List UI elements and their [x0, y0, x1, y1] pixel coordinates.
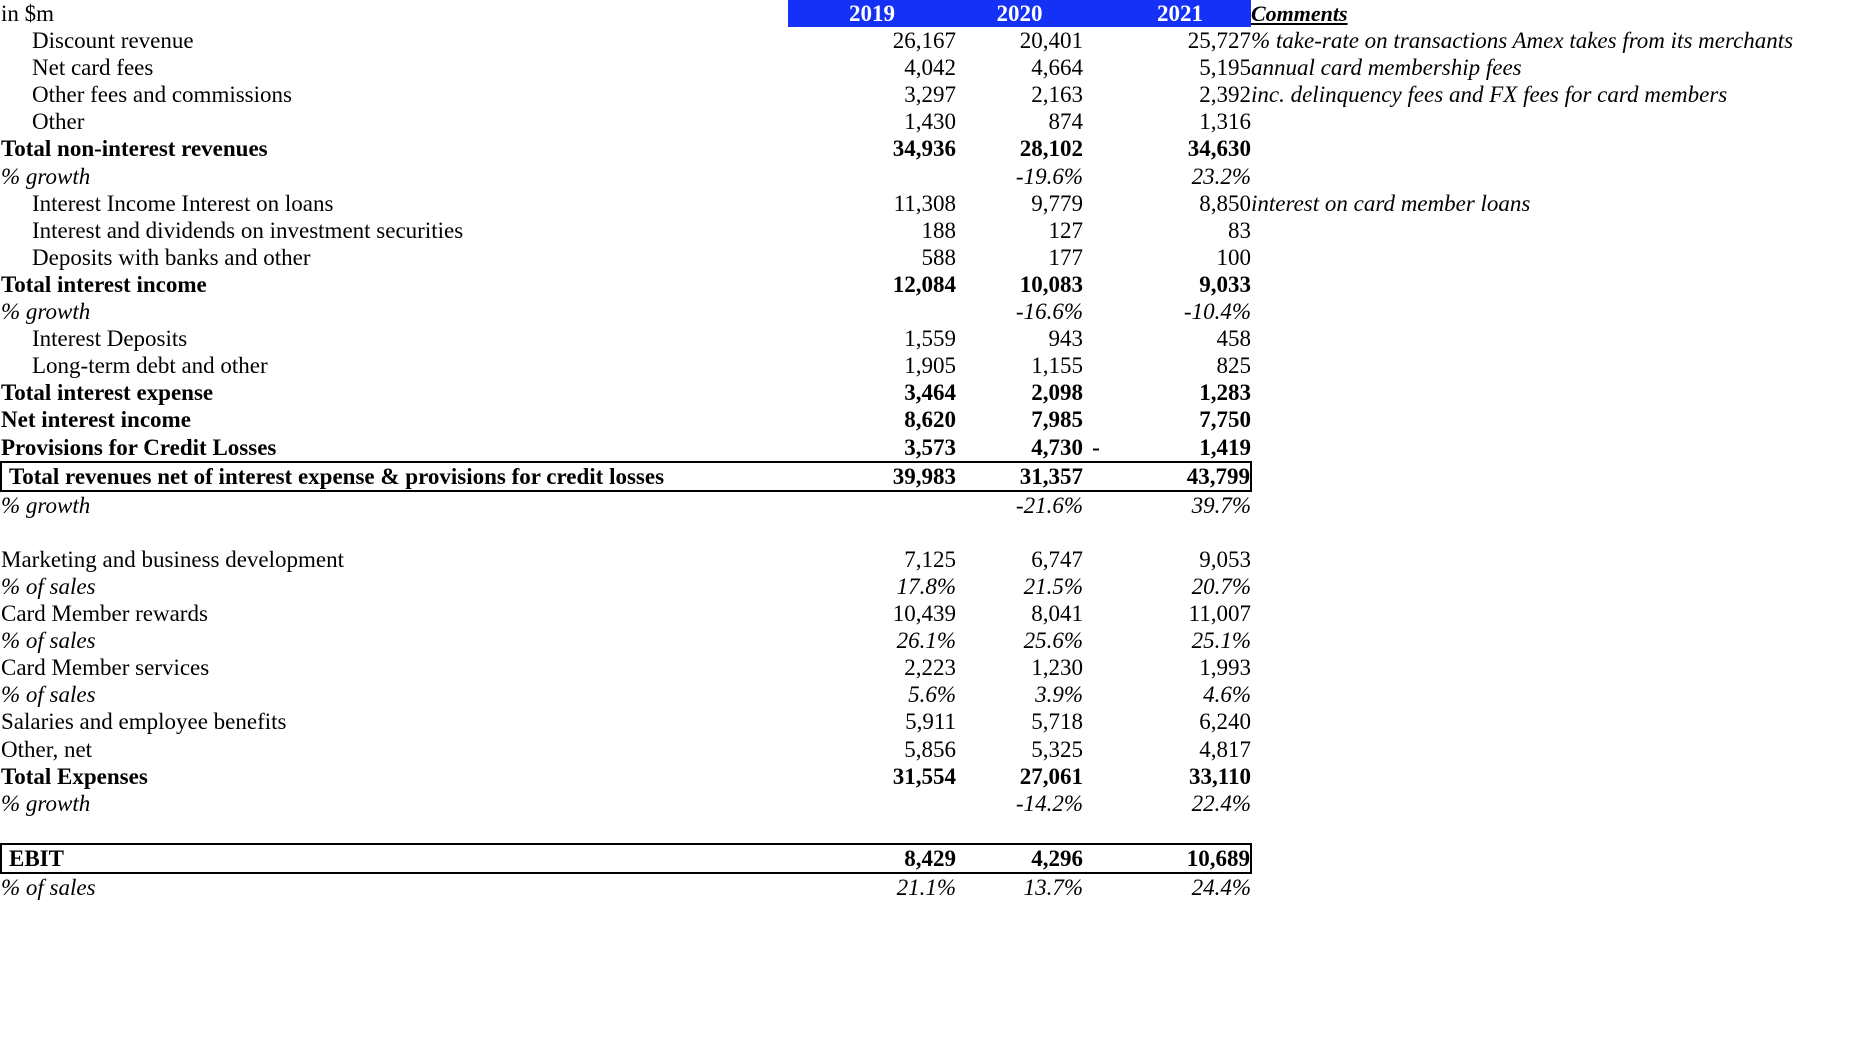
spacer-cell	[1083, 519, 1109, 546]
value-cell-2020: 13.7%	[1023, 875, 1083, 900]
negative-sign-marker	[1083, 163, 1109, 190]
negative-sign-marker	[1083, 54, 1109, 81]
row-comment: inc. delinquency fees and FX fees for card members	[1251, 82, 1728, 108]
row-comment	[1251, 406, 1856, 433]
row-label: % of sales	[1, 628, 96, 654]
value-cell-2021: 8,850	[1199, 190, 1251, 216]
table-row	[1, 81, 1856, 108]
row-comment	[1251, 217, 1856, 244]
table-row	[1, 298, 1856, 325]
negative-sign-marker	[1083, 600, 1109, 627]
row-comment: interest on card member loans	[1251, 190, 1531, 216]
value-cell-2021: 1,419	[1199, 434, 1251, 460]
value-cell-2021: 825	[1216, 353, 1251, 379]
value-cell-2019: 21.1%	[896, 875, 956, 900]
header-gap-cell	[1083, 0, 1109, 27]
column-header-2020: 2020	[956, 0, 1083, 27]
table-row	[1, 736, 1856, 763]
row-label: % growth	[1, 299, 91, 325]
value-cell-2020: -14.2%	[1015, 790, 1083, 816]
value-cell-2021: 7,750	[1199, 407, 1251, 433]
row-label: Total revenues net of interest expense & provisions for credit losses	[1, 462, 788, 491]
row-label: % growth	[1, 492, 91, 518]
row-comment	[1251, 462, 1856, 491]
value-cell-2019: 26,167	[892, 28, 956, 54]
value-cell-2019: 2,223	[904, 655, 956, 681]
negative-sign-marker	[1083, 462, 1109, 491]
value-cell-2019	[788, 790, 956, 817]
row-label: Interest and dividends on investment securities	[32, 217, 464, 243]
value-cell-2020: 5,718	[1031, 709, 1083, 735]
value-cell-2019: 31,554	[892, 763, 956, 789]
row-label: Interest Income Interest on loans	[32, 190, 334, 216]
table-row	[1, 352, 1856, 379]
value-cell-2019: 5,911	[905, 709, 956, 735]
row-label: Discount revenue	[32, 28, 194, 54]
negative-sign-marker	[1083, 708, 1109, 735]
value-cell-2020: -16.6%	[1015, 299, 1083, 325]
value-cell-2019	[788, 298, 956, 325]
value-cell-2020: 27,061	[1019, 763, 1083, 789]
negative-sign-marker	[1083, 244, 1109, 271]
row-comment	[1251, 790, 1856, 817]
row-label: Total Expenses	[1, 763, 148, 789]
table-row	[1, 244, 1856, 271]
negative-sign-marker	[1083, 763, 1109, 790]
value-cell-2020: -21.6%	[1015, 492, 1083, 518]
value-cell-2020: 127	[1048, 217, 1083, 243]
table-header-row	[1, 0, 1856, 27]
value-cell-2019: 7,125	[904, 546, 956, 572]
value-cell-2021: 33,110	[1189, 763, 1251, 789]
row-label: % growth	[1, 790, 91, 816]
row-label: Long-term debt and other	[32, 353, 268, 379]
value-cell-2020: 25.6%	[1023, 628, 1083, 654]
negative-sign-marker	[1083, 406, 1109, 433]
value-cell-2021: 4.6%	[1203, 682, 1251, 708]
table-row	[1, 627, 1856, 654]
table-row	[1, 546, 1856, 573]
row-label: Net interest income	[1, 407, 191, 433]
table-row	[1, 135, 1856, 162]
value-cell-2021: 22.4%	[1191, 790, 1251, 816]
value-cell-2021: -10.4%	[1183, 299, 1251, 325]
value-cell-2019: 3,573	[904, 434, 956, 460]
row-label: Marketing and business development	[1, 546, 345, 572]
negative-sign-marker	[1083, 873, 1109, 901]
table-row	[1, 462, 1856, 491]
row-label: Provisions for Credit Losses	[1, 434, 277, 460]
row-comment: annual card membership fees	[1251, 55, 1522, 81]
value-cell-2020: 21.5%	[1023, 573, 1083, 599]
row-comment	[1251, 325, 1856, 352]
negative-sign-marker	[1083, 135, 1109, 162]
value-cell-2021: 2,392	[1199, 82, 1251, 108]
row-comment	[1251, 491, 1856, 519]
value-cell-2021: 9,033	[1199, 271, 1251, 297]
value-cell-2020: 4,296	[956, 844, 1083, 873]
column-header-comments: Comments	[1251, 1, 1348, 26]
negative-sign-marker	[1083, 627, 1109, 654]
value-cell-2020: 4,664	[1031, 55, 1083, 81]
value-cell-2020: -19.6%	[1015, 163, 1083, 189]
value-cell-2020: 177	[1048, 244, 1083, 270]
table-row	[1, 844, 1856, 873]
value-cell-2019: 26.1%	[896, 628, 956, 654]
value-cell-2021: 1,283	[1199, 380, 1251, 406]
table-row	[1, 325, 1856, 352]
value-cell-2019: 3,464	[904, 380, 956, 406]
value-cell-2020: 31,357	[956, 462, 1083, 491]
negative-sign-marker	[1083, 27, 1109, 54]
value-cell-2020: 9,779	[1031, 190, 1083, 216]
row-comment	[1251, 434, 1856, 462]
value-cell-2020: 10,083	[1019, 271, 1083, 297]
value-cell-2020: 874	[1048, 109, 1083, 135]
row-label: Other	[32, 109, 85, 135]
value-cell-2021: 25.1%	[1191, 628, 1251, 654]
negative-sign-marker	[1083, 790, 1109, 817]
value-cell-2021: 23.2%	[1191, 163, 1251, 189]
value-cell-2020: 7,985	[1031, 407, 1083, 433]
row-comment	[1251, 844, 1856, 873]
negative-sign-marker	[1083, 379, 1109, 406]
value-cell-2021: 1,993	[1199, 655, 1251, 681]
table-row	[1, 108, 1856, 135]
negative-sign-marker	[1083, 491, 1109, 519]
row-label: Total interest income	[1, 271, 207, 297]
row-comment	[1251, 708, 1856, 735]
table-row	[1, 600, 1856, 627]
negative-sign-marker	[1083, 217, 1109, 244]
value-cell-2021: 4,817	[1199, 736, 1251, 762]
value-cell-2019	[788, 491, 956, 519]
table-spacer-row	[1, 519, 1856, 546]
row-label: Net card fees	[32, 55, 154, 81]
table-spacer-row	[1, 817, 1856, 844]
value-cell-2021: 25,727	[1187, 28, 1251, 54]
spacer-cell	[1109, 519, 1251, 546]
table-row	[1, 873, 1856, 901]
negative-sign-marker	[1083, 546, 1109, 573]
spacer-cell	[788, 817, 956, 844]
row-label: % of sales	[1, 682, 96, 708]
row-comment	[1251, 736, 1856, 763]
table-body	[1, 0, 1856, 901]
table-row	[1, 271, 1856, 298]
row-label: Card Member services	[1, 655, 210, 681]
value-cell-2019: 588	[921, 244, 956, 270]
value-cell-2020: 3.9%	[1035, 682, 1083, 708]
table-row	[1, 790, 1856, 817]
row-comment	[1251, 573, 1856, 600]
row-comment	[1251, 546, 1856, 573]
row-comment	[1251, 163, 1856, 190]
spacer-cell	[1251, 817, 1856, 844]
value-cell-2021: 6,240	[1199, 709, 1251, 735]
column-header-2019: 2019	[788, 0, 956, 27]
value-cell-2019: 34,936	[892, 136, 956, 162]
row-label: Total non-interest revenues	[1, 136, 268, 162]
row-label: % of sales	[1, 875, 96, 900]
value-cell-2021: 83	[1228, 217, 1251, 243]
value-cell-2020: 2,098	[1031, 380, 1083, 406]
row-comment	[1251, 681, 1856, 708]
value-cell-2019: 8,429	[788, 844, 956, 873]
negative-sign-marker	[1083, 298, 1109, 325]
value-cell-2019	[788, 163, 956, 190]
table-row	[1, 573, 1856, 600]
negative-sign-marker	[1083, 844, 1109, 873]
value-cell-2019: 10,439	[892, 601, 956, 627]
row-comment	[1251, 108, 1856, 135]
row-comment	[1251, 627, 1856, 654]
spacer-cell	[1, 817, 788, 844]
row-comment	[1251, 271, 1856, 298]
negative-sign-marker	[1083, 108, 1109, 135]
value-cell-2019: 188	[921, 217, 956, 243]
value-cell-2021: 34,630	[1187, 136, 1251, 162]
value-cell-2019: 8,620	[904, 407, 956, 433]
column-header-2021: 2021	[1109, 0, 1251, 27]
row-comment	[1251, 352, 1856, 379]
table-row	[1, 163, 1856, 190]
negative-sign-marker	[1083, 573, 1109, 600]
table-row	[1, 491, 1856, 519]
row-label: Deposits with banks and other	[32, 244, 311, 270]
row-label: Other, net	[1, 736, 93, 762]
table-row	[1, 434, 1856, 462]
value-cell-2019: 1,905	[904, 353, 956, 379]
value-cell-2019: 1,430	[904, 109, 956, 135]
value-cell-2021: 20.7%	[1191, 573, 1251, 599]
units-label: in $m	[1, 1, 55, 26]
row-comment	[1251, 244, 1856, 271]
value-cell-2021: 10,689	[1109, 844, 1251, 873]
table-row	[1, 763, 1856, 790]
row-comment	[1251, 379, 1856, 406]
value-cell-2021: 43,799	[1109, 462, 1251, 491]
row-label: % growth	[1, 163, 91, 189]
row-label: Interest Deposits	[32, 326, 188, 352]
table-row	[1, 27, 1856, 54]
row-comment	[1251, 654, 1856, 681]
value-cell-2021: 24.4%	[1191, 875, 1251, 900]
value-cell-2019: 5.6%	[908, 682, 956, 708]
spacer-cell	[956, 519, 1083, 546]
row-comment	[1251, 600, 1856, 627]
value-cell-2019: 3,297	[904, 82, 956, 108]
negative-sign-marker	[1083, 654, 1109, 681]
row-label: % of sales	[1, 573, 96, 599]
value-cell-2021: 39.7%	[1191, 492, 1251, 518]
value-cell-2020: 4,730	[1031, 434, 1083, 460]
row-label: Other fees and commissions	[32, 82, 292, 108]
value-cell-2019: 11,308	[893, 190, 956, 216]
negative-sign-marker: -	[1092, 434, 1100, 460]
value-cell-2020: 943	[1048, 326, 1083, 352]
value-cell-2021: 1,316	[1199, 109, 1251, 135]
value-cell-2021: 11,007	[1188, 601, 1251, 627]
table-row	[1, 654, 1856, 681]
negative-sign-marker	[1083, 81, 1109, 108]
value-cell-2020: 20,401	[1019, 28, 1083, 54]
negative-sign-marker	[1083, 325, 1109, 352]
value-cell-2020: 28,102	[1019, 136, 1083, 162]
row-comment	[1251, 763, 1856, 790]
value-cell-2020: 2,163	[1031, 82, 1083, 108]
spacer-cell	[1109, 817, 1251, 844]
negative-sign-marker	[1083, 271, 1109, 298]
value-cell-2020: 5,325	[1031, 736, 1083, 762]
row-label: Total interest expense	[1, 380, 214, 406]
value-cell-2019: 12,084	[892, 271, 956, 297]
row-comment	[1251, 873, 1856, 901]
value-cell-2021: 9,053	[1199, 546, 1251, 572]
value-cell-2019: 5,856	[904, 736, 956, 762]
row-comment: % take-rate on transactions Amex takes from its merchants	[1251, 28, 1794, 54]
value-cell-2020: 1,230	[1031, 655, 1083, 681]
spacer-cell	[1083, 817, 1109, 844]
value-cell-2021: 458	[1216, 326, 1251, 352]
spacer-cell	[956, 817, 1083, 844]
value-cell-2021: 5,195	[1199, 55, 1251, 81]
value-cell-2019: 39,983	[788, 462, 956, 491]
value-cell-2019: 4,042	[904, 55, 956, 81]
negative-sign-marker	[1083, 736, 1109, 763]
table-row	[1, 190, 1856, 217]
spacer-cell	[788, 519, 956, 546]
table-row	[1, 379, 1856, 406]
negative-sign-marker	[1083, 352, 1109, 379]
table-row	[1, 406, 1856, 433]
table-row	[1, 54, 1856, 81]
row-label: EBIT	[1, 844, 788, 873]
value-cell-2019: 1,559	[904, 326, 956, 352]
spacer-cell	[1251, 519, 1856, 546]
value-cell-2020: 8,041	[1031, 601, 1083, 627]
row-comment	[1251, 135, 1856, 162]
value-cell-2020: 6,747	[1031, 546, 1083, 572]
value-cell-2021: 100	[1216, 244, 1251, 270]
row-label: Salaries and employee benefits	[1, 709, 287, 735]
table-row	[1, 708, 1856, 735]
value-cell-2019: 17.8%	[896, 573, 956, 599]
row-label: Card Member rewards	[1, 601, 208, 627]
table-row	[1, 681, 1856, 708]
spacer-cell	[1, 519, 788, 546]
row-comment	[1251, 298, 1856, 325]
table-row	[1, 217, 1856, 244]
negative-sign-marker	[1083, 681, 1109, 708]
negative-sign-marker	[1083, 190, 1109, 217]
value-cell-2020: 1,155	[1031, 353, 1083, 379]
